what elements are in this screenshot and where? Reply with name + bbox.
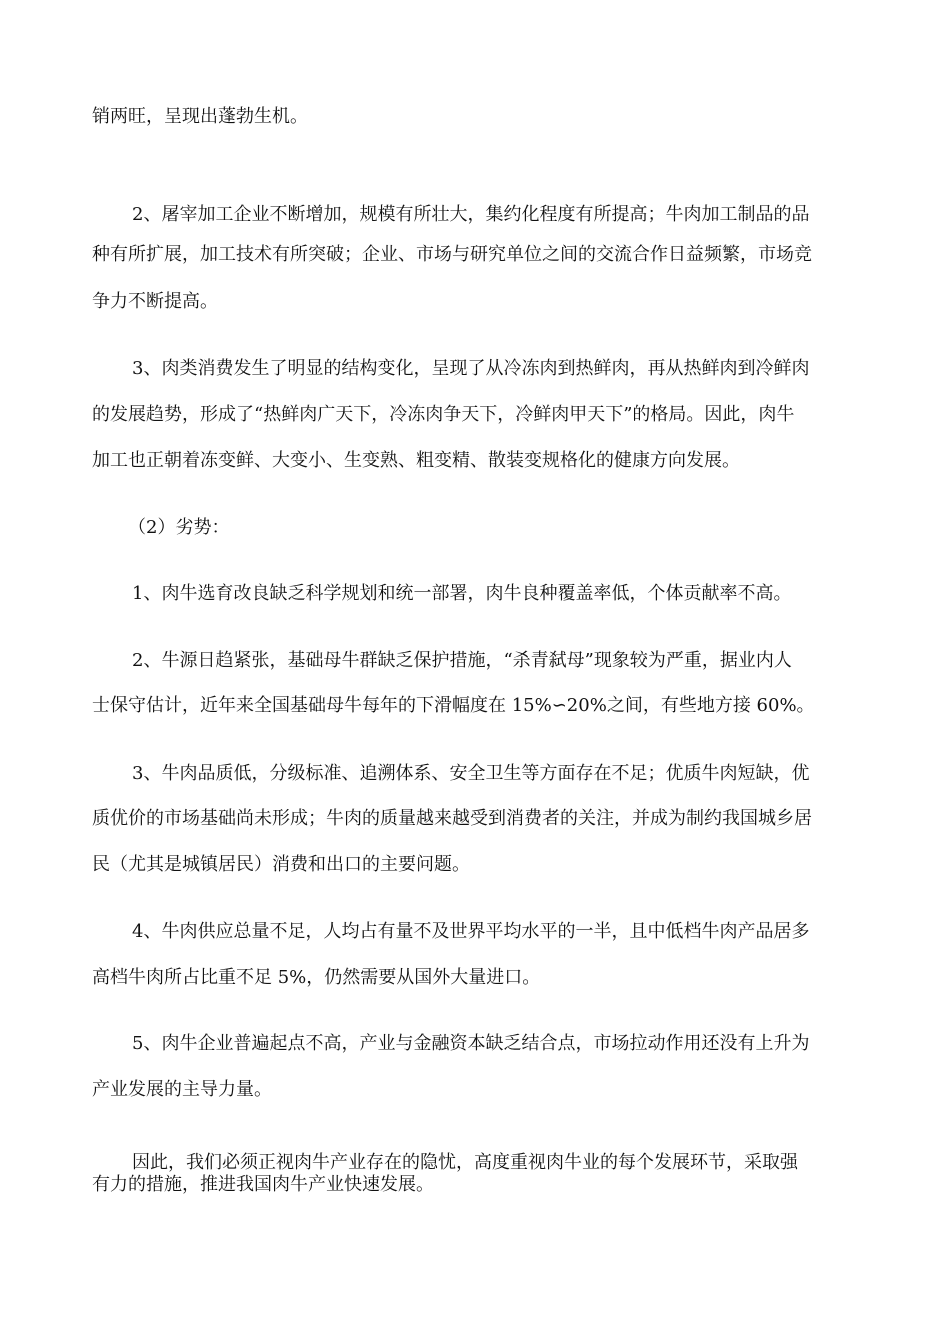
- text-line: 有力的措施，推进我国肉牛产业快速发展。: [92, 1174, 434, 1195]
- text-line: 质优价的市场基础尚未形成；牛肉的质量越来越受到消费者的关注，并成为制约我国城乡居: [92, 808, 812, 829]
- text-line: 民（尤其是城镇居民）消费和出口的主要问题。: [92, 854, 470, 875]
- text-line: 2、屠宰加工企业不断增加，规模有所壮大，集约化程度有所提高；牛肉加工制品的品: [132, 204, 810, 225]
- text-line: 争力不断提高。: [92, 291, 218, 312]
- text-line: 因此，我们必须正视肉牛产业存在的隐忧，高度重视肉牛业的每个发展环节，采取强: [132, 1152, 798, 1173]
- text-line: 的发展趋势，形成了“热鲜肉广天下，冷冻肉争天下，冷鲜肉甲天下”的格局。因此，肉牛: [92, 404, 795, 425]
- text-line: 高档牛肉所占比重不足 5%，仍然需要从国外大量进口。: [92, 967, 541, 988]
- text-line: 士保守估计，近年来全国基础母牛每年的下滑幅度在 15%∽20%之间，有些地方接 60%。: [92, 695, 815, 716]
- text-line: 1、肉牛选育改良缺乏科学规划和统一部署，肉牛良种覆盖率低，个体贡献率不高。: [132, 583, 792, 604]
- text-line: 销两旺，呈现出蓬勃生机。: [92, 106, 308, 127]
- text-line: 加工也正朝着冻变鲜、大变小、生变熟、粗变精、散装变规格化的健康方向发展。: [92, 450, 740, 471]
- text-line: 3、牛肉品质低，分级标准、追溯体系、安全卫生等方面存在不足；优质牛肉短缺，优: [132, 763, 810, 784]
- text-line: 3、肉类消费发生了明显的结构变化，呈现了从冷冻肉到热鲜肉，再从热鲜肉到冷鲜肉: [132, 358, 810, 379]
- text-line: 种有所扩展，加工技术有所突破；企业、市场与研究单位之间的交流合作日益频繁，市场竞: [92, 244, 812, 265]
- section-heading: （2）劣势：: [128, 517, 230, 538]
- text-line: 5、肉牛企业普遍起点不高，产业与金融资本缺乏结合点，市场拉动作用还没有上升为: [132, 1033, 810, 1054]
- text-line: 4、牛肉供应总量不足，人均占有量不及世界平均水平的一半，且中低档牛肉产品居多: [132, 921, 810, 942]
- text-line: 产业发展的主导力量。: [92, 1079, 272, 1100]
- text-line: 2、牛源日趋紧张，基础母牛群缺乏保护措施，“杀青弑母”现象较为严重，据业内人: [132, 650, 792, 671]
